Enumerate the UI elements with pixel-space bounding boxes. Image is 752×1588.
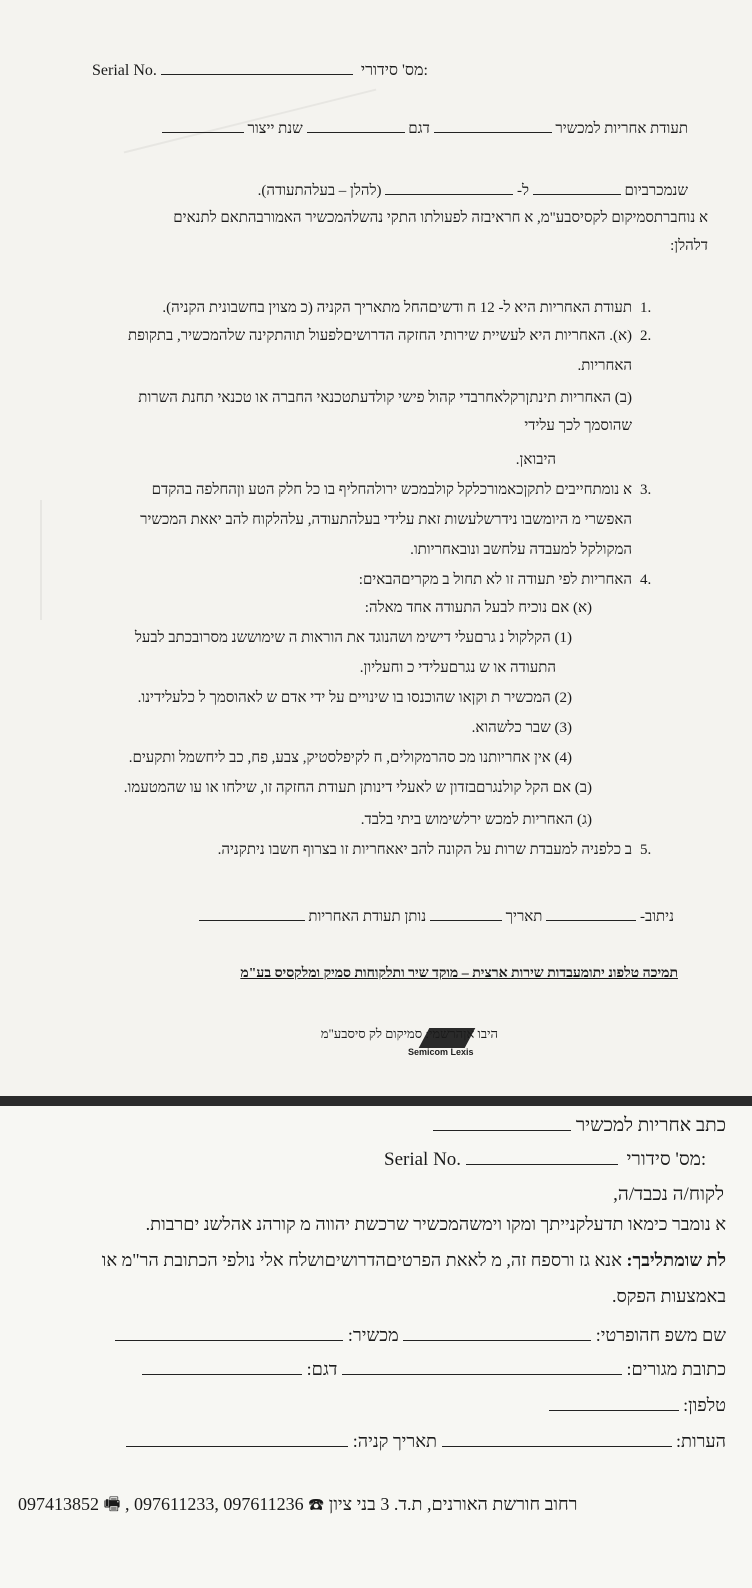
bottom-device-field[interactable] [433,1112,571,1131]
item-2b-line-1: (ב) האחריות תינתןרקלאחרבדי קהול פישי קולדעתטכנאי החברה או טכנאי תחנת השרות [138,390,632,406]
phone-label: טלפון: [683,1395,726,1415]
model-label: דגם [408,121,430,137]
item-5-text: ב כלפניה למעבדת שרות על הקונה להב יאאחריות זו בצרוף חשבו ניתקניה. [217,842,632,858]
separator-band [0,1096,752,1106]
footer-address: רחוב חורשת האורנים, ת.ד. 3 בני ציון [328,1494,578,1514]
paper-crease [40,500,42,620]
model-field-bottom[interactable] [142,1358,302,1375]
item-1-text: תעודת האחריות היא ל- 12 ח ודשיםהחל מתאריך הקניה (כ מצוין בחשבונית הקניה). [162,300,632,316]
device-label: מכשיר: [347,1325,399,1345]
purchase-date-field-bottom[interactable] [126,1430,348,1447]
year-label: שנת ייצור [247,121,303,137]
purchase-date-label: תאריך קניה: [352,1431,438,1451]
intro-line-1: א נוחברתסמיקום לקסיסבע"מ, א חראיבזה לפעולתו התקי נהשלהמכשיר האמורבהתאם לתנאים [173,210,708,226]
device-field[interactable] [434,118,552,133]
bottom-serial-field[interactable] [466,1146,618,1165]
item-3-line-3: המקולקל למעבדה עלחשב ונובאחריותו. [410,542,632,558]
notes-date-row [126,1430,726,1452]
fax-number: 097413852 [18,1494,99,1514]
purchase-prefix: שנמכרביום [624,183,688,199]
issuer-field[interactable] [199,906,305,921]
fax-icon: 🖷 [103,1494,121,1514]
purchase-to: ל- [517,183,530,199]
item-3-number: 3. [640,482,652,498]
date-field[interactable] [430,906,502,921]
issuer-label: נותן תעודת האחריות [308,909,427,925]
bottom-title-row [433,1112,726,1137]
bottom-title: כתב אחריות למכשיר [575,1115,726,1136]
stamp-field[interactable] [546,906,636,921]
bottom-para-1: א נומבר כימאו תדעלקנייתך ומקו וימשהמכשיר שרכשת יהווה מ קורהנ אהלשנ יםרבות. [145,1214,726,1234]
importer-line: היבו אןהרשמי: סמיקום לק סיסבע"מ [320,1026,498,1041]
item-2a-line-1: (א). האחריות היא לעשיית שירותי החזקה הדרושיםלפעול תוהתקינה שלהמכשיר, בתקופת [128,328,632,344]
title-label: תעודת אחריות למכשיר [555,121,688,137]
bottom-serial-row [384,1146,706,1171]
item-4a: (א) אם נוכיח לבעל התעודה אחד מאלה: [364,600,592,616]
item-4a2: (2) המכשיר ת וקןאו שהוכנסו בו שינויים על ידי אדם ש לאהוסמך ל כלעלידינו. [137,690,572,706]
bottom-para-2-rest: אנא גז ורספח זה, מ לאאת הפרטיםהדרושיםושלח אלי נולפי הכתובת הר"מ או [101,1250,622,1270]
purchase-date-field[interactable] [533,180,621,195]
purchase-suffix: (להלן – בעלהתעודה). [257,183,382,199]
intro-line-2: דלהלן: [670,238,708,254]
phone-field[interactable] [549,1394,679,1411]
item-3-line-1: א נומתחייבים לתקןכאמורכלקל קולבמכש ירולהחליף בו כל חלק הטע וןהחלפה בהקדם [151,482,632,498]
bottom-para-2-line-2: באמצעות הפקס. [611,1286,726,1306]
phone-icon: ☎ [308,1494,325,1514]
item-2a-line-2: האחריות. [577,358,632,374]
item-1-number: 1. [640,300,652,316]
serial-row [92,60,428,80]
item-5-number: 5. [640,842,652,858]
phone-numbers: 097611233, 097611236 [134,1494,304,1514]
bottom-para-2-bold: לת שומתליבך: [626,1250,726,1270]
address-field[interactable] [342,1358,622,1375]
item-4a3: (3) שבר כלשהוא. [471,720,572,736]
greeting: לקוח/ה נכבד/ה, [613,1184,724,1205]
address-model-row [142,1358,726,1380]
semicom-logo-text: Semicom Lexis [408,1047,474,1057]
item-4b: (ב) אם הקל קולנגרםבזדון ש לאעלי דינותן תעודת החזקה זו, שילחו או עו שהמטעמו. [123,780,592,796]
device-field-bottom[interactable] [115,1324,343,1341]
item-4-number: 4. [640,572,652,588]
name-field[interactable] [403,1324,591,1341]
purchase-row [258,180,688,200]
stamp-label: ניתוב- [639,909,674,925]
item-4a1-line-2: התעודה או ש נגרםעלידי כ וחעליון. [359,660,556,676]
notes-field[interactable] [442,1430,672,1447]
signature-row [199,906,674,926]
address-label: כתובת מגורים: [626,1359,726,1379]
item-4-heading: האחריות לפי תעודה זו לא תחול ב מקריםהבאים: [358,572,632,588]
model-field[interactable] [307,118,405,133]
purchase-owner-field[interactable] [385,180,513,195]
serial-label-en: Serial No. [92,62,157,79]
serial-field[interactable] [161,60,353,75]
name-device-row [115,1324,726,1346]
serial-label-he: מס' סידורי: [360,62,428,79]
name-label: שם משפ חהופרטי: [595,1325,726,1345]
phone-row [549,1394,726,1416]
bottom-serial-label-en: Serial No. [384,1149,462,1170]
model-label-bottom: דגם: [306,1359,338,1379]
notes-label: הערות: [676,1431,726,1451]
item-4a1-line-1: (1) הקלקול נ גרםעלי דישימ ושהנוגד את הוראות ה שימוששנ מסרובכתב לבעל [134,630,572,646]
item-4a4: (4) אין אחריותנו מכ סהרמקולים, ח לקיפלסטיק, צבע, פח, כב ליחשמל ותקעים. [128,750,572,766]
title-model-year-row [162,118,688,138]
year-field[interactable] [162,118,244,133]
bottom-para-2 [102,1250,726,1271]
item-2b-line-2: שהוסמך לכך עלידי [524,418,632,434]
footer-contact: 097413852 🖷 , 097611233, 097611236 ☎ רחוב חורשת האורנים, ת.ד. 3 בני ציון [18,1494,578,1514]
date-label: תאריך [505,909,543,925]
item-3-line-2: האפשרי מ היומשבו נידרשלעשות זאת עלידי בעלהתעודה, עלהלקוח להב יאאת המכשיר [140,512,632,528]
support-line: תמיכה טלפונ יתומעבדות שירות ארצית – מוקד שיר ותלקוחות סמיק ומלקסיס בע"מ [240,966,678,981]
item-2b-line-3: היבואן. [515,452,556,468]
item-2-number: 2. [640,328,652,344]
bottom-serial-label-he: מס' סידורי: [626,1149,707,1170]
item-4c: (ג) האחריות למכש ירלשימוש ביתי בלבד. [360,812,592,828]
